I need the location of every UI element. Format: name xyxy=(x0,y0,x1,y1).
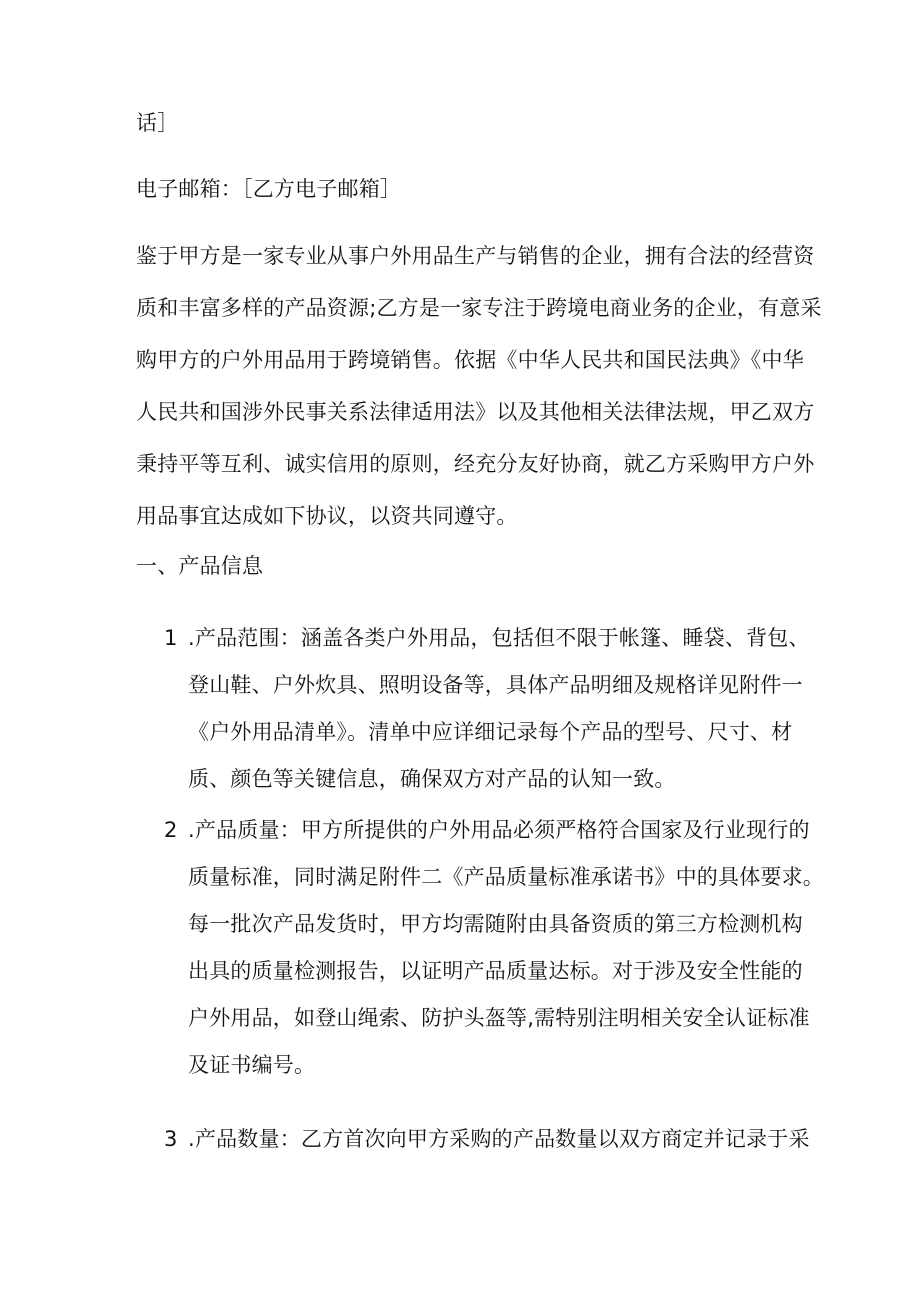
preamble-line: 用品事宜达成如下协议，以资共同遵守。 xyxy=(136,504,518,528)
preamble-line: 秉持平等互利、诚实信用的原则，经充分友好协商，就乙方采购甲方户外 xyxy=(136,452,815,476)
item-number: 1 xyxy=(164,626,178,650)
preamble-line: 质和丰富多样的产品资源;乙方是一家专注于跨境电商业务的企业，有意采 xyxy=(136,296,822,320)
item-number: 3 xyxy=(164,1127,178,1151)
item-line: 出具的质量检测报告，以证明产品质量达标。对于涉及安全性能的 xyxy=(188,959,803,983)
item-line: 质、颜色等关键信息，确保双方对产品的认知一致。 xyxy=(188,767,676,791)
preamble-line: 鉴于甲方是一家专业从事户外用品生产与销售的企业，拥有合法的经营资 xyxy=(136,244,815,268)
item-line: 户外用品，如登山绳索、防护头盔等,需特别注明相关安全认证标准 xyxy=(188,1006,810,1030)
item-line: 《户外用品清单》。清单中应详细记录每个产品的型号、尺寸、材 xyxy=(188,720,793,744)
item-line: .产品范围：涵盖各类户外用品，包括但不限于帐篷、睡袋、背包、 xyxy=(188,626,810,650)
item-line: 及证书编号。 xyxy=(188,1053,316,1077)
item-line: 每一批次产品发货时，甲方均需随附由具备资质的第三方检测机构 xyxy=(188,912,803,936)
item-line: .产品质量：甲方所提供的户外用品必须严格符合国家及行业现行的 xyxy=(188,818,810,842)
email-line: 电子邮箱：［乙方电子邮箱］ xyxy=(136,177,402,201)
item-line: 登山鞋、户外炊具、照明设备等，具体产品明细及规格详见附件一 xyxy=(188,673,803,697)
item-number: 2 xyxy=(164,818,178,842)
preamble-line: 购甲方的户外用品用于跨境销售。依据《中华人民共和国民法典》《中华 xyxy=(136,348,804,372)
item-line: .产品数量：乙方首次向甲方采购的产品数量以双方商定并记录于采 xyxy=(188,1127,810,1151)
section-title: 一、产品信息 xyxy=(136,554,264,578)
item-line: 质量标准，同时满足附件二《产品质量标准承诺书》中的具体要求。 xyxy=(188,865,824,889)
preamble-line: 人民共和国涉外民事关系法律适用法》以及其他相关法律法规，甲乙双方 xyxy=(136,400,815,424)
top-fragment: 话］ xyxy=(136,111,179,135)
